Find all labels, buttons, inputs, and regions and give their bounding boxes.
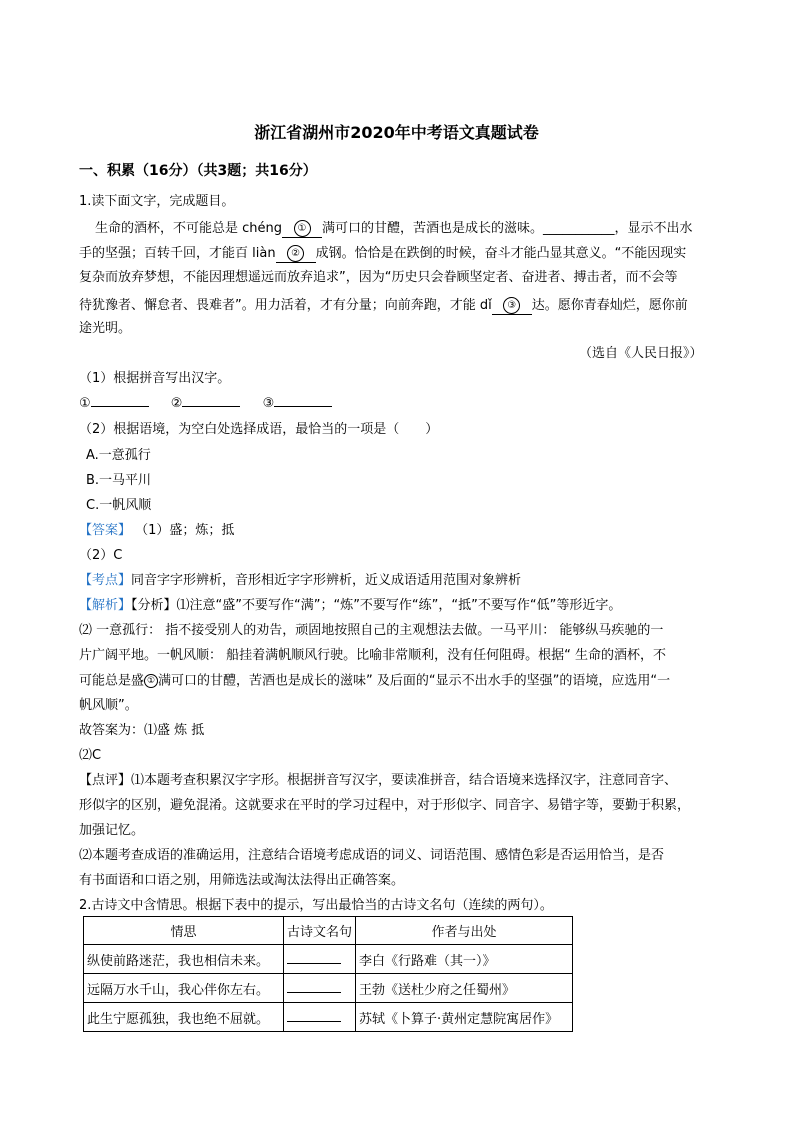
sub-question-1: （1）根据拼音写出汉字。: [79, 371, 231, 386]
jiexi-line-1: 【解析】【分析】⑴注意“盛”不要写作“满”；“炼”不要写作“练”，“抵”不要写作“低”等形近字。: [79, 598, 622, 613]
pinyin-blanks: ① ② ③: [79, 397, 332, 410]
dianping-line-5: 有书面语和口语之别，用筛选法或淘汰法得出正确答案。: [79, 873, 405, 888]
final-answer-1: 故答案为：⑴盛 炼 抵: [79, 723, 205, 738]
answer-blank[interactable]: [182, 405, 240, 407]
answer-tag: 【答案】: [79, 523, 132, 538]
passage-line-3: 复杂而放弃梦想，不能因理想遥远而放弃追求”，因为“历史只会眷顾坚定者、奋进者、搏击者，而不会等: [79, 270, 678, 285]
answer-blank[interactable]: [274, 405, 332, 407]
q1-intro: 1.读下面文字，完成题目。: [79, 194, 235, 209]
answer-line: 【答案】 （1）盛；炼；抵: [79, 523, 235, 538]
jiexi-line-4: 可能总是盛 ① 满可口的甘醴，苦酒也是成长的滋味” 及后面的“显示不出水手的坚强”的语境，应选用“一: [79, 673, 671, 689]
kaodian-line: 【考点】同音字字形辨析，音形相近字字形辨析，近义成语适用范围对象辨析: [79, 573, 522, 588]
dianping-line-4: ⑵本题考查成语的准确运用，注意结合语境考虑成语的词义、词语范围、感情色彩是否运用恰当，是否: [79, 848, 665, 863]
dianping-line-2: 形似字的区别，避免混淆。这就要求在平时的学习过程中，对于形似字、同音字、易错字等，要勤于积累，: [79, 798, 691, 813]
blank-marker: ③: [503, 297, 520, 314]
table-cell: 此生宁愿孤独，我也绝不屈就。: [84, 1003, 284, 1032]
table-cell: 苏轼《卜算子·黄州定慧院寓居作》: [356, 1003, 573, 1032]
answer-blank[interactable]: [287, 1009, 341, 1022]
table-cell: 王勃《送杜少府之任蜀州》: [356, 974, 573, 1003]
table-cell: 李白《行路难（其一）》: [356, 945, 573, 974]
answer-blank[interactable]: [287, 980, 341, 993]
answer-cell[interactable]: [284, 1003, 356, 1032]
blank-marker: ①: [144, 674, 158, 688]
page-title: 浙江省湖州市2020年中考语文真题试卷: [254, 123, 539, 142]
passage-line-4: 待犹豫者、懈怠者、畏难者”。用力活着，才有分量；向前奔跑，才能 dǐ ③ 达。愿你青春灿烂，愿你前: [79, 298, 688, 313]
sub-question-2: （2）根据语境，为空白处选择成语，最恰当的一项是（ ）: [79, 422, 439, 437]
table-header-row: [84, 917, 573, 945]
passage-line-2: 手的坚强；百转千回，才能百 liàn ② 成钢。恰恰是在跌倒的时候，奋斗才能凸显其意义。“不能因现实: [79, 246, 687, 261]
table-row: [84, 945, 573, 974]
jiexi-line-5: 帆风顺”。: [79, 698, 138, 713]
idiom-blank: ___________: [543, 221, 615, 236]
answer-cell[interactable]: [284, 974, 356, 1003]
option-b: B.一马平川: [86, 473, 152, 488]
final-answer-2: ⑵C: [79, 748, 102, 763]
blank-marker: ②: [287, 245, 304, 262]
table-header: 作者与出处: [356, 917, 573, 945]
table-header: 情思: [84, 917, 284, 945]
dianping-line-1: 【点评】⑴本题考查积累汉字字形。根据拼音写汉字，要读准拼音，结合语境来选择汉字，注意同音字、: [79, 773, 678, 788]
passage-line-1: 生命的酒杯，不可能总是 chéng ① 满可口的甘醴，苦酒也是成长的滋味。___________，显示不出水: [95, 221, 693, 236]
table-cell: 远隔万水千山，我心伴你左右。: [84, 974, 284, 1003]
table-row: [84, 1003, 573, 1032]
answer-blank[interactable]: [91, 405, 149, 407]
dianping-line-3: 加强记忆。: [79, 823, 145, 838]
answer-blank[interactable]: [287, 951, 341, 964]
table-header: 古诗文名句: [284, 917, 356, 945]
jiexi-line-3: 片广阔平地。一帆风顺： 船挂着满帆顺风行驶。比喻非常顺利，没有任何阻碍。根据“ 生命的酒杯，不: [79, 648, 667, 663]
kaodian-tag: 【考点】: [79, 573, 132, 588]
passage-source: （选自《人民日报》）: [579, 346, 703, 361]
q2-intro: 2.古诗文中含情思。根据下表中的提示，写出最恰当的古诗文名句（连续的两句）。: [79, 898, 553, 913]
jiexi-line-2: ⑵ 一意孤行： 指不接受别人的劝告，顽固地按照自己的主观想法去做。一马平川： 能够纵马疾驰的一: [79, 623, 664, 638]
table-cell: 纵使前路迷茫，我也相信未来。: [84, 945, 284, 974]
blank-marker: ①: [294, 220, 311, 237]
poem-table: [83, 916, 573, 1032]
table-row: [84, 974, 573, 1003]
passage-line-5: 途光明。: [79, 321, 132, 336]
section-heading: 一、积累（16分）（共3题；共16分）: [79, 163, 317, 179]
option-a: A.一意孤行: [86, 448, 151, 463]
option-c: C.一帆风顺: [86, 498, 152, 513]
answer-line-2: （2）C: [79, 548, 123, 563]
answer-cell[interactable]: [284, 945, 356, 974]
jiexi-tag: 【解析】: [79, 598, 132, 613]
